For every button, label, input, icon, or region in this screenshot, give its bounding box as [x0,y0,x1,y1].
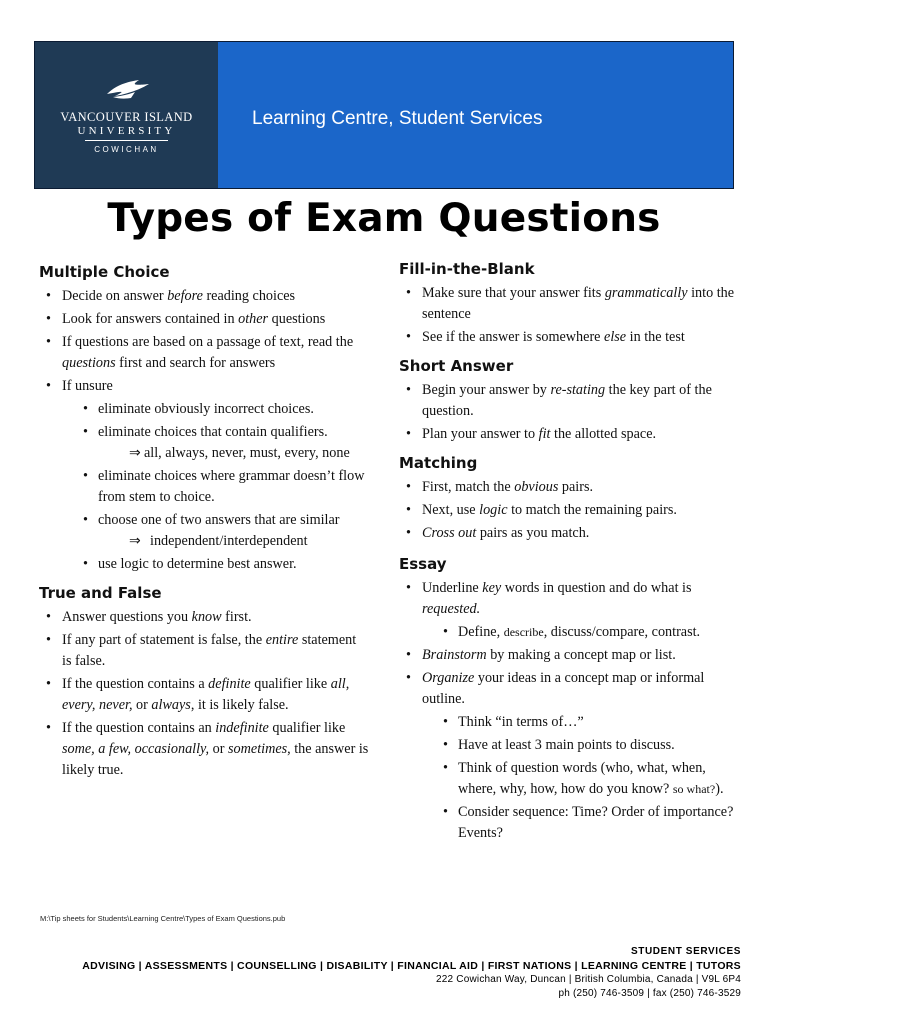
page-title: Types of Exam Questions [107,196,661,241]
list-item: • Organize your ideas in a concept map or informal outline. • Think “in terms of…” • Have at least 3 main points to discuss. • Think of question words (who, what, when, where, why, how, how do you know? so what?). • Consider sequence: Time? Order of importance? Events? [399,668,739,844]
logo-divider [85,140,168,141]
logo-text-university: UNIVERSITY [77,125,176,137]
footer [82,945,741,1001]
logo-panel [35,42,218,188]
section-multiple-choice [39,262,369,575]
list-item: • See if the answer is somewhere else in the test [399,327,739,348]
right-arrow-icon: ⇒ [129,533,141,549]
sub-list-item: • use logic to determine best answer. [62,554,369,575]
sub-list-item: • choose one of two answers that are similar ⇒ independent/interdependent [62,510,369,552]
list-item: • Decide on answer before reading choices [39,286,369,307]
list-item: • Begin your answer by re-stating the key part of the question. [399,380,739,422]
section-heading: Essay [399,555,447,573]
section-short-answer [399,356,739,445]
arrow-item: ⇒ all, always, never, must, every, none [98,443,369,464]
footer-address: 222 Cowichan Way, Duncan | British Columbia, Canada | V9L 6P4 [436,974,741,985]
footer-phone: ph (250) 746-3509 | fax (250) 746-3529 [558,988,741,999]
logo-text-cowichan: COWICHAN [94,145,159,154]
list-item: • Next, use logic to match the remaining pairs. [399,500,739,521]
list-item: • Make sure that your answer fits grammatically into the sentence [399,283,739,325]
list-item: • Plan your answer to fit the allotted space. [399,424,739,445]
file-path: M:\Tip sheets for Students\Learning Centre\Types of Exam Questions.pub [40,914,286,923]
section-true-false [39,583,369,781]
section-essay [399,554,739,844]
list-item: • If questions are based on a passage of text, read the questions first and search for answers [39,332,369,374]
right-column [399,259,739,850]
footer-department: STUDENT SERVICES [631,946,741,957]
service-title: Learning Centre, Student Services [252,108,543,129]
sub-list-item: • Define, describe, discuss/compare, contrast. [422,622,739,643]
list-item: • Answer questions you know first. [39,607,369,628]
bird-logo-icon [105,76,151,102]
section-heading: Fill-in-the-Blank [399,260,535,278]
logo-text-vancouver-island: VANCOUVER ISLAND [60,110,193,124]
section-heading: True and False [39,584,162,602]
list-item: • If any part of statement is false, the entire statement is false. [39,630,369,672]
section-heading: Matching [399,454,478,472]
footer-services: ADVISING | ASSESSMENTS | COUNSELLING | DISABILITY | FINANCIAL AID | FIRST NATIONS | LEARNING CENTRE | TUTORS [82,960,741,972]
arrow-item: ⇒ independent/interdependent [98,531,369,552]
sub-list-item: • Think of question words (who, what, when, where, why, how, how do you know? so what?). [422,758,739,800]
sub-list-item: • eliminate choices that contain qualifiers. ⇒ all, always, never, must, every, none [62,422,369,464]
sub-list-item: • Think “in terms of…” [422,712,739,733]
header-banner [34,41,875,189]
list-item: • Brainstorm by making a concept map or list. [399,645,739,666]
section-heading: Multiple Choice [39,263,170,281]
list-item: • If the question contains a definite qualifier like all, every, never, or always, it is likely false. [39,674,369,716]
list-item: • Cross out pairs as you match. [399,523,739,544]
list-item: • If the question contains an indefinite qualifier like some, a few, occasionally, or sometimes, the answer is likely true. [39,718,369,781]
section-heading: Short Answer [399,357,514,375]
sub-list-item: • eliminate obviously incorrect choices. [62,399,369,420]
list-item: • First, match the obvious pairs. [399,477,739,498]
sub-list-item: • Have at least 3 main points to discuss. [422,735,739,756]
url-strip [776,42,916,188]
list-item: • Underline key words in question and do what is requested. • Define, describe, discuss/compare, contrast. [399,578,739,643]
sub-list-item: • Consider sequence: Time? Order of importance? Events? [422,802,739,844]
section-fill-in-the-blank [399,259,739,348]
section-matching [399,453,739,544]
sub-list-item: • eliminate choices where grammar doesn’t flow from stem to choice. [62,466,369,508]
list-item: • Look for answers contained in other questions [39,309,369,330]
right-arrow-icon: ⇒ [129,445,141,461]
left-column [39,262,369,787]
website-link[interactable]: cc.viu.ca/ss [790,45,875,62]
list-item: • If unsure • eliminate obviously incorrect choices. • eliminate choices that contain qualifiers. ⇒ all, always, never, must, every, none • eliminate choices where grammar doesn’t flow from stem to choice. • choose one of two answers that are similar ⇒ independent/interdependent • use logic to determine best answer. [39,376,369,575]
